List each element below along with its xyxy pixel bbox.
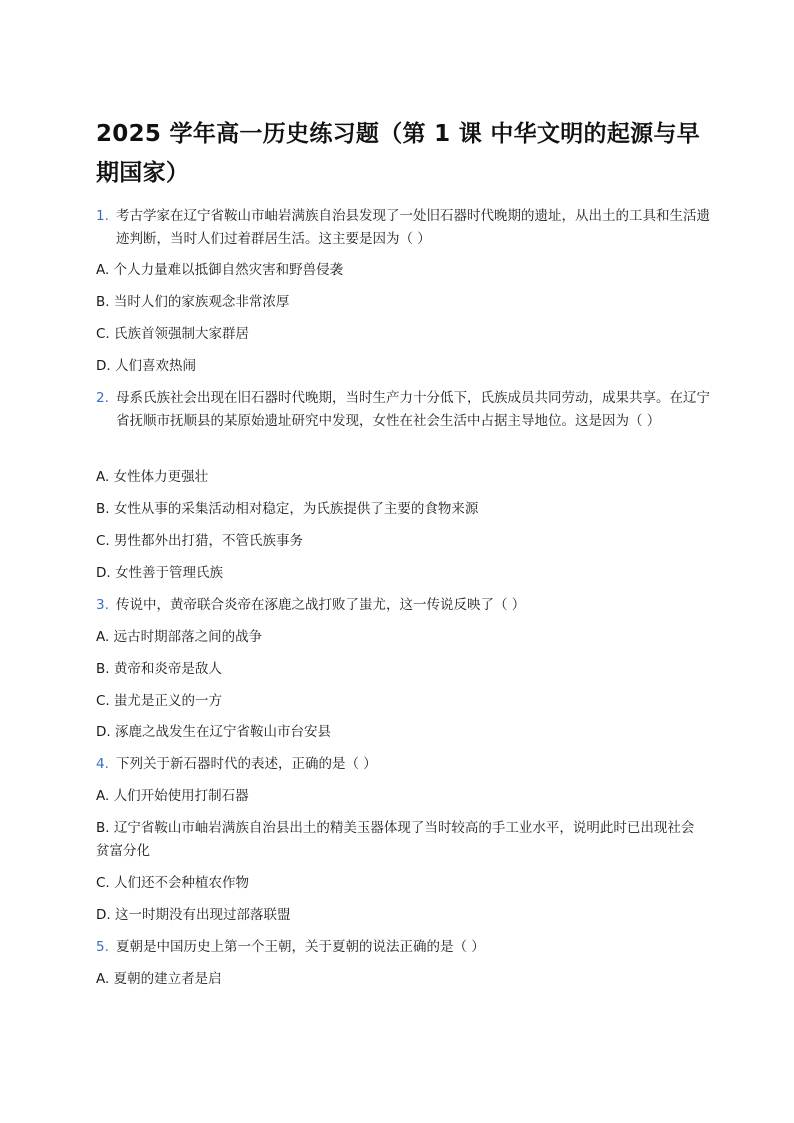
question-number: 5. — [96, 939, 109, 955]
option-a: A. 人们开始使用打制石器 — [96, 788, 249, 804]
document-title: 2025 学年高一历史练习题（第 1 课 中华文明的起源与早期国家） — [96, 121, 701, 186]
option-c: C. 男性都外出打猎，不管氏族事务 — [96, 533, 304, 549]
question-number: 4. — [96, 756, 109, 772]
option-b: B. 黄帝和炎帝是敌人 — [96, 661, 222, 677]
option-d: D. 人们喜欢热闹 — [96, 358, 196, 374]
option-d: D. 女性善于管理氏族 — [96, 565, 223, 581]
option-b: B. 辽宁省鞍山市岫岩满族自治县出土的精美玉器体现了当时较高的手工业水平，说明此时已出现社会贫富分化 — [96, 820, 695, 859]
option-a: A. 女性体力更强壮 — [96, 469, 209, 485]
question-text: 夏朝是中国历史上第一个王朝，关于夏朝的说法正确的是（ ） — [116, 939, 485, 955]
question-1 — [96, 205, 716, 251]
question-number: 1. — [96, 208, 109, 224]
option-a: A. 夏朝的建立者是启 — [96, 971, 222, 987]
question-2 — [96, 387, 716, 433]
question-number: 3. — [96, 597, 109, 613]
question-text: 传说中，黄帝联合炎帝在涿鹿之战打败了蚩尤，这一传说反映了（ ） — [116, 597, 526, 613]
question-3 — [96, 594, 716, 617]
option-c: C. 氏族首领强制大家群居 — [96, 326, 250, 342]
option-c: C. 人们还不会种植农作物 — [96, 875, 250, 891]
option-a: A. 远古时期部落之间的战争 — [96, 629, 263, 645]
option-d: D. 涿鹿之战发生在辽宁省鞍山市台安县 — [96, 724, 331, 740]
option-a: A. 个人力量难以抵御自然灾害和野兽侵袭 — [96, 262, 344, 278]
option-b: B. 女性从事的采集活动相对稳定，为氏族提供了主要的食物来源 — [96, 501, 479, 517]
question-text: 下列关于新石器时代的表述，正确的是（ ） — [116, 756, 377, 772]
question-text: 考古学家在辽宁省鞍山市岫岩满族自治县发现了一处旧石器时代晚期的遗址，从出土的工具和生活遗迹判断，当时人们过着群居生活。这主要是因为（ ） — [116, 208, 710, 247]
question-5 — [96, 936, 716, 959]
option-d: D. 这一时期没有出现过部落联盟 — [96, 907, 291, 923]
option-c: C. 蚩尤是正义的一方 — [96, 693, 223, 709]
option-b: B. 当时人们的家族观念非常浓厚 — [96, 294, 290, 310]
question-text: 母系氏族社会出现在旧石器时代晚期，当时生产力十分低下，氏族成员共同劳动，成果共享。在辽宁省抚顺市抚顺县的某原始遗址研究中发现，女性在社会生活中占据主导地位。这是因为（ ） — [116, 390, 710, 429]
question-4 — [96, 753, 716, 776]
question-number: 2. — [96, 390, 109, 406]
